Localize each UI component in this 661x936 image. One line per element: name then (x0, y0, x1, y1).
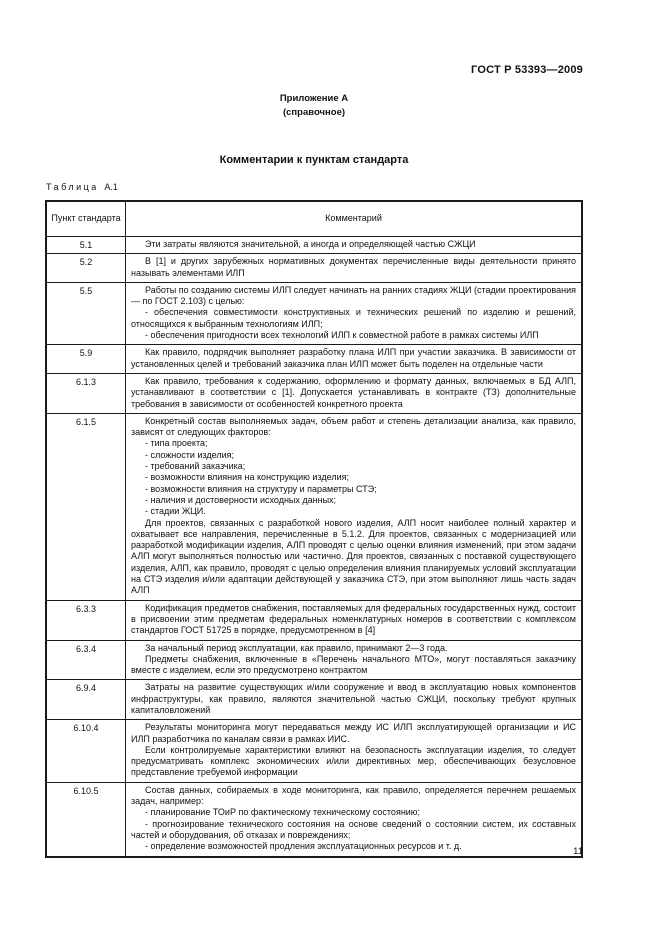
table-row (46, 237, 582, 254)
table-caption-label: Таблица (46, 182, 99, 192)
column-header-comment: Комментарий (126, 201, 583, 237)
table-caption-number: А.1 (104, 182, 118, 192)
comment-cell (126, 640, 583, 680)
comment-cell (126, 413, 583, 600)
comment-paragraph: Работы по созданию системы ИЛП следует начинать на ранних стадиях ЖЦИ (стадии проектирования — по ГОСТ 2.103) с целью: (131, 284, 576, 307)
table-row (46, 282, 582, 344)
clause-number: 6.3.4 (46, 640, 126, 680)
comment-paragraph: В [1] и других зарубежных нормативных документах перечисленные виды деятельности принято называть элементами ИЛП (131, 256, 576, 278)
table-row (46, 600, 582, 640)
comment-paragraph: Предметы снабжения, включенные в «Перечень начального МТО», могут поставляться заказчику вместе с изделием, если это предусмотрено контрактом (131, 653, 576, 676)
comment-paragraph: Состав данных, собираемых в ходе мониторинга, как правило, определяется перечнем решаемых задач, например: (131, 784, 576, 807)
comment-paragraph: Эти затраты являются значительной, а иногда и определяющей частью СЖЦИ (145, 239, 476, 249)
clause-number: 6.10.4 (46, 720, 126, 782)
appendix-title: Приложение А (279, 93, 349, 104)
comment-paragraph: - прогнозирование технического состояния на основе сведений о состоянии систем, их составных частей и оборудования, об отказах и повреждениях; (131, 818, 576, 840)
section-title: Комментарии к пунктам стандарта (219, 154, 409, 166)
comment-cell (126, 373, 583, 413)
table-header-row (46, 201, 582, 237)
table-row (46, 413, 582, 600)
table-body (46, 237, 582, 857)
clause-number: 5.9 (46, 345, 126, 374)
comment-paragraph: Если контролируемые характеристики влияют на безопасность эксплуатации изделия, то следует предусматривать комплекс экономических и/или директивных мер, обеспечивающих безусловное представление требуемой информации (131, 744, 576, 778)
comment-paragraph: - возможности влияния на структуру и параметры СТЭ; (145, 483, 377, 494)
comment-paragraph: - планирование ТОиР по фактическому техническому состоянию; (145, 807, 421, 818)
table-caption (46, 182, 118, 192)
comment-paragraph: - наличия и достоверности исходных данных; (145, 494, 337, 505)
comment-paragraph: Кодификация предметов снабжения, поставляемых для федеральных государственных нужд, состоит в присвоении этим предметам федеральных номенклатурных номеров в соответствии с комплексом стандартов ГОСТ 51725 в порядке, предусмотренном в [4] (131, 602, 576, 636)
clause-number: 6.9.4 (46, 680, 126, 720)
clause-number: 5.1 (46, 237, 126, 254)
table-row (46, 640, 582, 680)
comment-cell (126, 600, 583, 640)
clause-number: 6.1.5 (46, 413, 126, 600)
clause-number: 5.2 (46, 254, 126, 283)
comment-paragraph: - сложности изделия; (145, 449, 234, 460)
comment-paragraph: Результаты мониторинга могут передаваться между ИС ИЛП эксплуатирующей организации и ИС ИЛП разработчика по каналам связи в рамках ИИС. (131, 722, 576, 744)
comment-paragraph: - определение возможностей продления эксплуатационных ресурсов и т. д. (145, 841, 462, 852)
table-row (46, 345, 582, 374)
comment-paragraph: - стадии ЖЦИ. (145, 506, 206, 517)
comment-paragraph: Как правило, требования к содержанию, оформлению и формату данных, включаемых в БД АЛП, устанавливают в соответствии с [1]. Допускается устанавливать в контракте (ТЗ) дополнительные требования в зависимости от особенностей конкретного проекта (131, 375, 576, 409)
comment-cell (126, 680, 583, 720)
comment-paragraph: - типа проекта; (145, 438, 208, 449)
clause-number: 6.3.3 (46, 600, 126, 640)
comment-cell (126, 720, 583, 782)
table-row (46, 373, 582, 413)
table-row (46, 680, 582, 720)
comments-table (45, 200, 583, 858)
comment-paragraph: За начальный период эксплуатации, как правило, принимают 2—3 года. (145, 642, 448, 653)
comment-cell (126, 237, 583, 254)
comment-paragraph: - обеспечения совместимости конструктивных и технических решений по изделию и решений, относящихся к выбранным технологиям ИЛП; (131, 307, 576, 329)
clause-number: 6.1.3 (46, 373, 126, 413)
comment-paragraph: Для проектов, связанных с разработкой нового изделия, АЛП носит наиболее полный характер и охватывает все направления, перечисленные в 5.1.2. Для проектов, связанных с модернизацией или разработкой модификации изделия, АЛП проводят с целью оценки влияния изменений, при этом задачи АЛП могут выполняться полностью или частично. Для проектов, связанных с поставкой существующего изделия, АЛП, как правило, проводят с целью определения влияния планируемых условий эксплуатации на СТЭ изделия и/или адаптации действующей у заказчика СТЭ, при этом выполняют лишь часть задач АЛП (131, 517, 576, 596)
comment-paragraph: - обеспечения пригодности всех технологий ИЛП к совместной работе в рамках системы ИЛП (145, 330, 539, 341)
comment-cell (126, 282, 583, 344)
comment-paragraph: Конкретный состав выполняемых задач, объем работ и степень детализации анализа, как правило, зависят от следующих факторов: (131, 415, 576, 438)
comment-paragraph: - требований заказчика; (145, 461, 246, 472)
document-code: ГОСТ Р 53393—2009 (471, 64, 583, 76)
comment-paragraph: - возможности влияния на конструкцию изделия; (145, 472, 349, 483)
page-number: 11 (573, 846, 583, 857)
comment-paragraph: Затраты на развитие существующих и/или сооружение и ввод в эксплуатацию новых компонентов инфраструктуры, как правило, являются значительной частью СЖЦИ, поскольку требуют крупных капиталовложений (131, 682, 576, 715)
column-header-clause: Пункт стандарта (46, 201, 126, 237)
comment-paragraph: Как правило, подрядчик выполняет разработку плана ИЛП при участии заказчика. В зависимости от установленных целей и требований заказчика план ИЛП может быть поделен на отдельные части (131, 347, 576, 369)
comment-cell (126, 254, 583, 283)
comment-cell (126, 345, 583, 374)
table-row (46, 254, 582, 283)
clause-number: 5.5 (46, 282, 126, 344)
appendix-subtitle: (справочное) (282, 107, 346, 118)
table-row (46, 720, 582, 782)
clause-number: 6.10.5 (46, 782, 126, 856)
